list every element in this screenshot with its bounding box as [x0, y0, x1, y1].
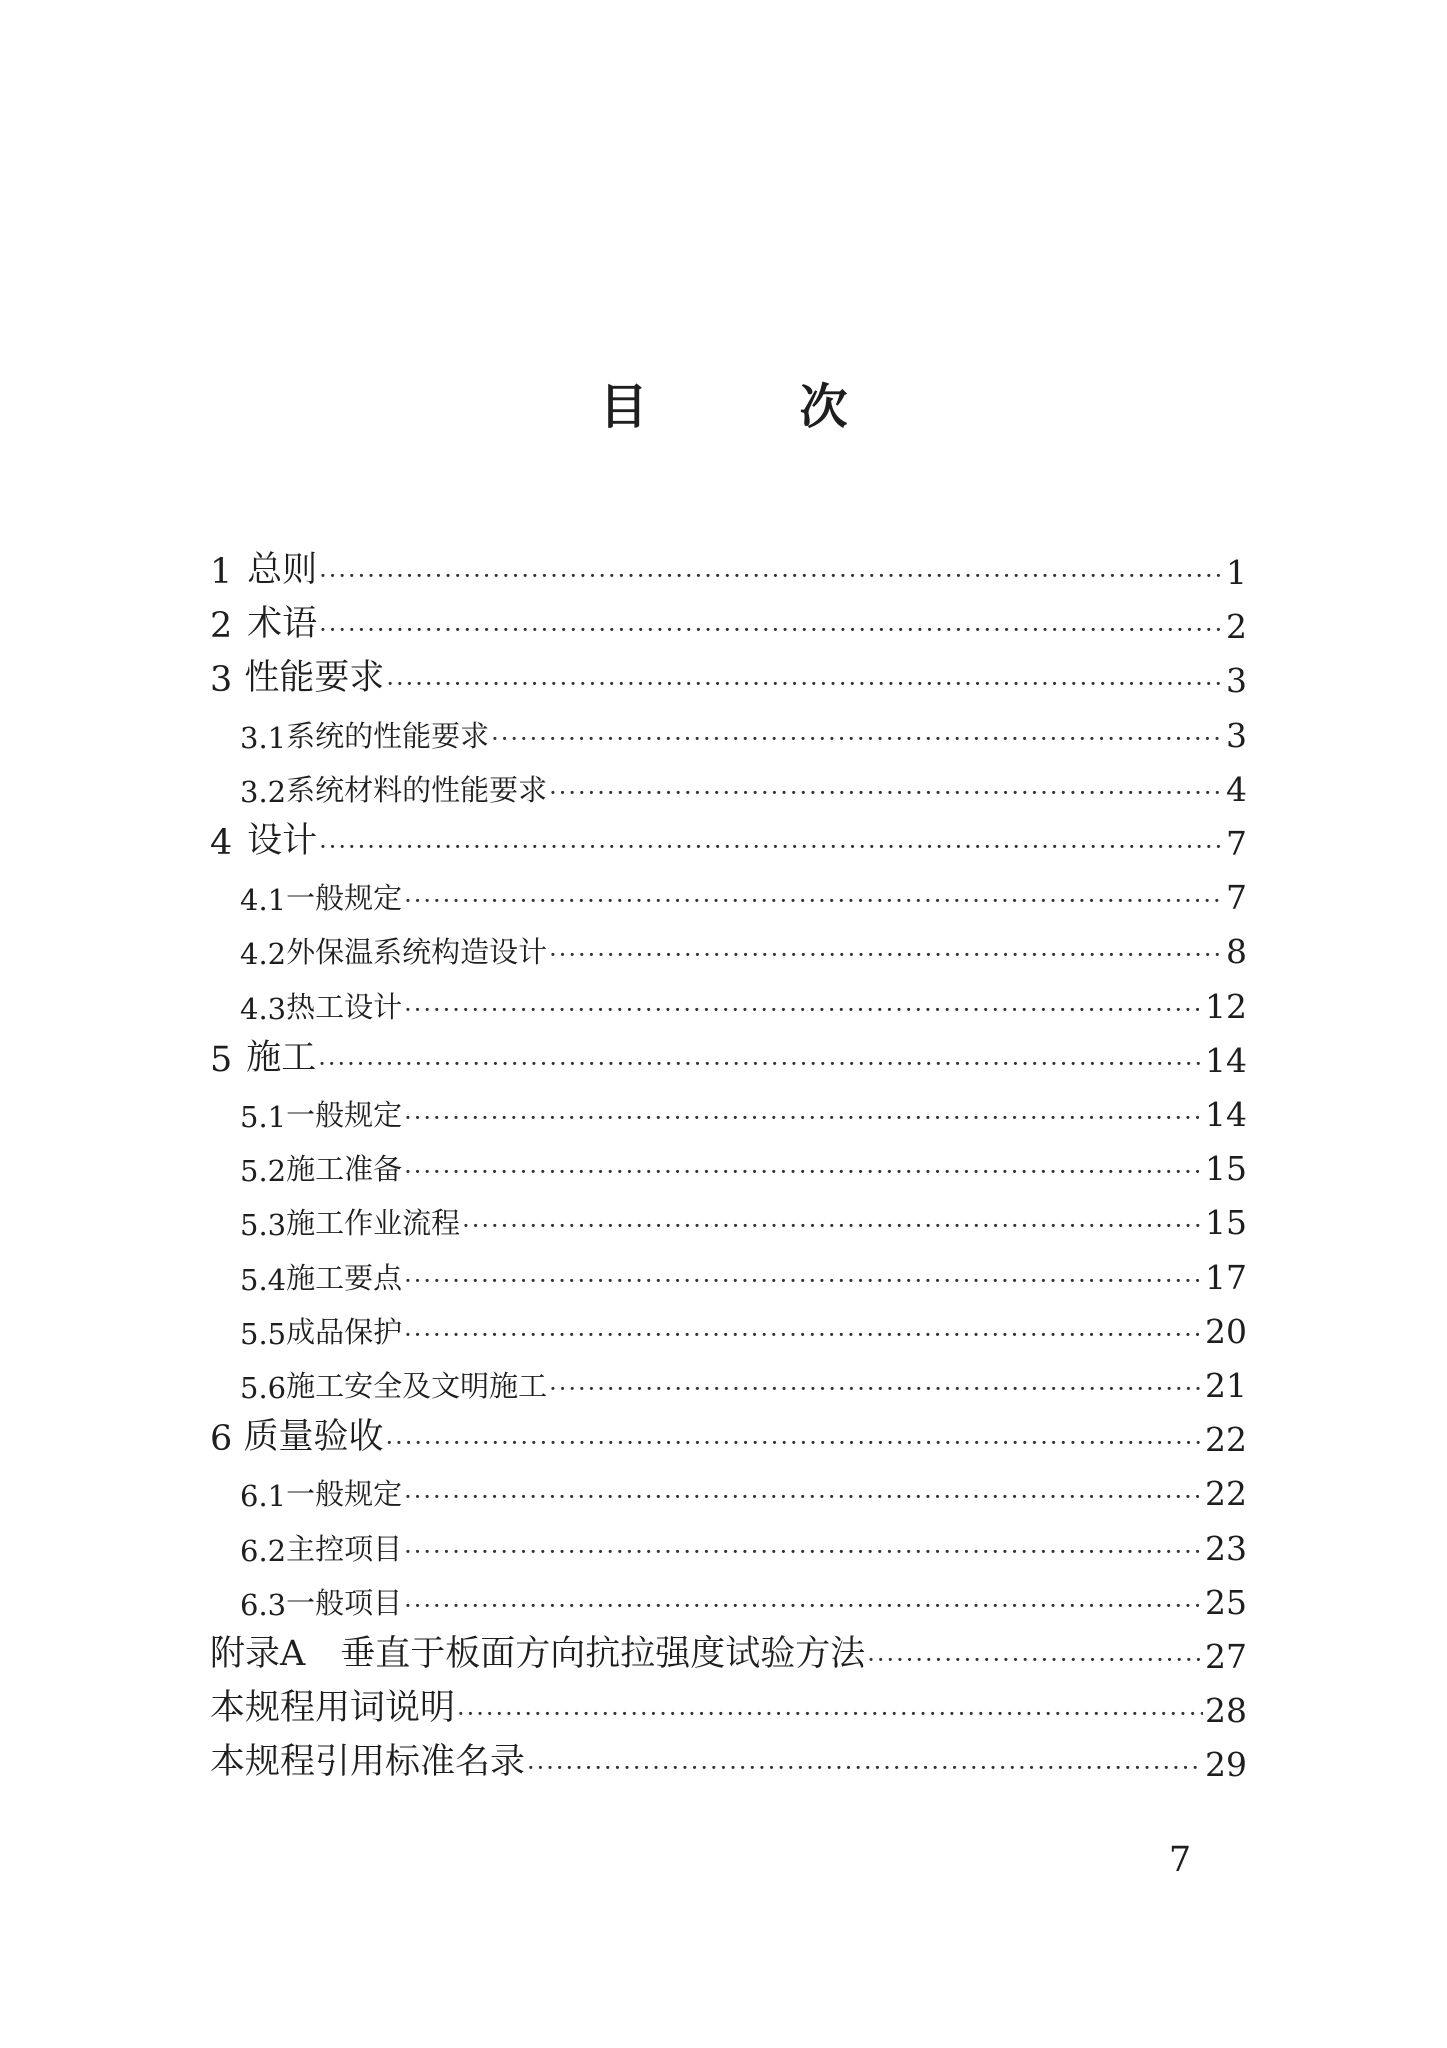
toc-entry-page: 28 [1205, 1691, 1247, 1730]
dot-leader [404, 887, 1224, 915]
toc-entry[interactable] [210, 817, 1247, 863]
page-title: 目 次 [599, 379, 900, 435]
dot-leader [318, 1050, 1203, 1078]
toc-entry-page: 14 [1205, 1041, 1247, 1080]
toc-entry-page: 22 [1205, 1474, 1247, 1513]
toc-entry-page: 7 [1226, 824, 1247, 863]
toc-entry-page: 4 [1226, 770, 1247, 809]
toc-entry-page: 7 [1226, 878, 1247, 917]
toc-entry-number: 1 [210, 552, 233, 592]
toc-entry-label: 本规程用词说明 [210, 1688, 456, 1728]
dot-leader [491, 725, 1224, 753]
toc-entry-page: 21 [1205, 1366, 1247, 1405]
toc-entry-label: 一般规定 [286, 1098, 403, 1132]
toc-entry-label: 一般项目 [286, 1586, 403, 1620]
toc-entry-label: 施工安全及文明施工 [286, 1369, 548, 1403]
toc-entry-page: 17 [1205, 1258, 1247, 1297]
toc-entry-number: 6.2 [240, 1534, 287, 1568]
toc-entry-number: 3.2 [240, 775, 287, 809]
toc-entry[interactable] [240, 709, 1247, 755]
toc-entry-label: 成品保护 [286, 1315, 403, 1349]
toc-entry[interactable] [240, 763, 1247, 809]
toc-entry[interactable] [210, 1684, 1247, 1730]
toc-entry-number: 5.2 [240, 1154, 287, 1188]
toc-entry[interactable] [240, 1522, 1247, 1568]
toc-entry-number: 3.1 [240, 721, 287, 755]
toc-entry-label: 一般规定 [286, 1477, 403, 1511]
toc-entry-label: 热工设计 [286, 990, 403, 1024]
toc-entry[interactable] [210, 546, 1247, 592]
toc-entry-label: 主控项目 [286, 1532, 403, 1566]
dot-leader [462, 1212, 1203, 1240]
dot-leader [457, 1700, 1203, 1728]
toc-entry-label: 总则 [247, 550, 318, 590]
dot-leader [404, 1321, 1203, 1349]
toc-entry-number: 5 [210, 1040, 233, 1080]
toc-entry[interactable] [210, 1630, 1247, 1676]
dot-leader [404, 996, 1203, 1024]
toc-entry[interactable] [210, 1413, 1247, 1459]
dot-leader [549, 779, 1224, 807]
toc-entry-page: 8 [1226, 932, 1247, 971]
toc-entry[interactable] [240, 925, 1247, 971]
toc-entry[interactable] [210, 1034, 1247, 1080]
toc-entry-page: 3 [1226, 716, 1247, 755]
toc-entry-label: 外保温系统构造设计 [286, 935, 548, 969]
toc-entry-number: 5.4 [240, 1263, 287, 1297]
toc-entry-label: 附录A 垂直于板面方向抗拉强度试验方法 [210, 1634, 866, 1674]
page-number: 7 [1168, 1840, 1192, 1880]
toc-entry-number: 3 [210, 660, 233, 700]
toc-entry[interactable] [240, 980, 1247, 1026]
toc-entry-label: 施工作业流程 [286, 1206, 461, 1240]
toc-entry-label: 系统材料的性能要求 [286, 773, 548, 807]
dot-leader [404, 1592, 1203, 1620]
toc-entry[interactable] [240, 1467, 1247, 1513]
dot-leader [549, 1375, 1203, 1403]
toc-entry[interactable] [210, 1738, 1247, 1784]
toc-entry-page: 2 [1226, 607, 1247, 646]
dot-leader [404, 1267, 1203, 1295]
toc-entry[interactable] [240, 1142, 1247, 1188]
toc-entry-label: 设计 [247, 821, 318, 861]
toc-entry-page: 25 [1205, 1583, 1247, 1622]
toc-entry-page: 23 [1205, 1529, 1247, 1568]
toc-entry[interactable] [240, 1305, 1247, 1351]
toc-entry-label: 施工准备 [286, 1152, 403, 1186]
toc-entry[interactable] [240, 1359, 1247, 1405]
toc-entry-label: 性能要求 [244, 658, 385, 698]
toc-entry[interactable] [240, 1088, 1247, 1134]
toc-entry-number: 4.1 [240, 883, 287, 917]
dot-leader [867, 1646, 1203, 1674]
toc-entry-page: 3 [1226, 661, 1247, 700]
toc-entry-label: 质量验收 [243, 1417, 384, 1457]
toc-entry-label: 施工要点 [286, 1261, 403, 1295]
dot-leader [386, 670, 1224, 698]
toc-entry-page: 14 [1205, 1095, 1247, 1134]
toc-entry[interactable] [240, 1251, 1247, 1297]
toc-entry-number: 5.3 [240, 1208, 287, 1242]
toc-entry-page: 15 [1205, 1203, 1247, 1242]
dot-leader [319, 616, 1224, 644]
toc-entry-label: 本规程引用标准名录 [210, 1742, 526, 1782]
dot-leader [386, 1429, 1203, 1457]
toc-entry[interactable] [240, 871, 1247, 917]
toc-entry-page: 22 [1205, 1420, 1247, 1459]
toc-entry-page: 29 [1205, 1745, 1247, 1784]
toc-entry-label: 施工 [246, 1038, 317, 1078]
toc-entry-page: 20 [1205, 1312, 1247, 1351]
dot-leader [527, 1754, 1203, 1782]
toc-entry-label: 一般规定 [286, 881, 403, 915]
toc-entry-number: 5.1 [240, 1100, 287, 1134]
toc-entry[interactable] [210, 654, 1247, 700]
dot-leader [404, 1483, 1203, 1511]
toc-entry[interactable] [240, 1576, 1247, 1622]
toc-entry-number: 6 [210, 1419, 233, 1459]
toc-entry[interactable] [210, 600, 1247, 646]
toc-entry-label: 术语 [247, 604, 318, 644]
toc-entry[interactable] [240, 1196, 1247, 1242]
toc-entry-number: 5.6 [240, 1371, 287, 1405]
toc-entry-page: 1 [1226, 553, 1247, 592]
dot-leader [319, 833, 1224, 861]
dot-leader [404, 1158, 1203, 1186]
toc-entry-label: 系统的性能要求 [286, 719, 490, 753]
toc-entry-number: 2 [210, 606, 233, 646]
toc-entry-number: 4 [210, 823, 233, 863]
toc-entry-number: 4.2 [240, 937, 287, 971]
dot-leader [319, 562, 1224, 590]
dot-leader [404, 1104, 1203, 1132]
toc-entry-number: 6.3 [240, 1588, 287, 1622]
dot-leader [404, 1538, 1203, 1566]
toc-entry-page: 12 [1205, 987, 1247, 1026]
toc-entry-number: 4.3 [240, 992, 287, 1026]
toc-entry-number: 5.5 [240, 1317, 287, 1351]
toc-entry-page: 27 [1205, 1637, 1247, 1676]
toc-entry-page: 15 [1205, 1149, 1247, 1188]
dot-leader [549, 941, 1224, 969]
toc-entry-number: 6.1 [240, 1479, 287, 1513]
